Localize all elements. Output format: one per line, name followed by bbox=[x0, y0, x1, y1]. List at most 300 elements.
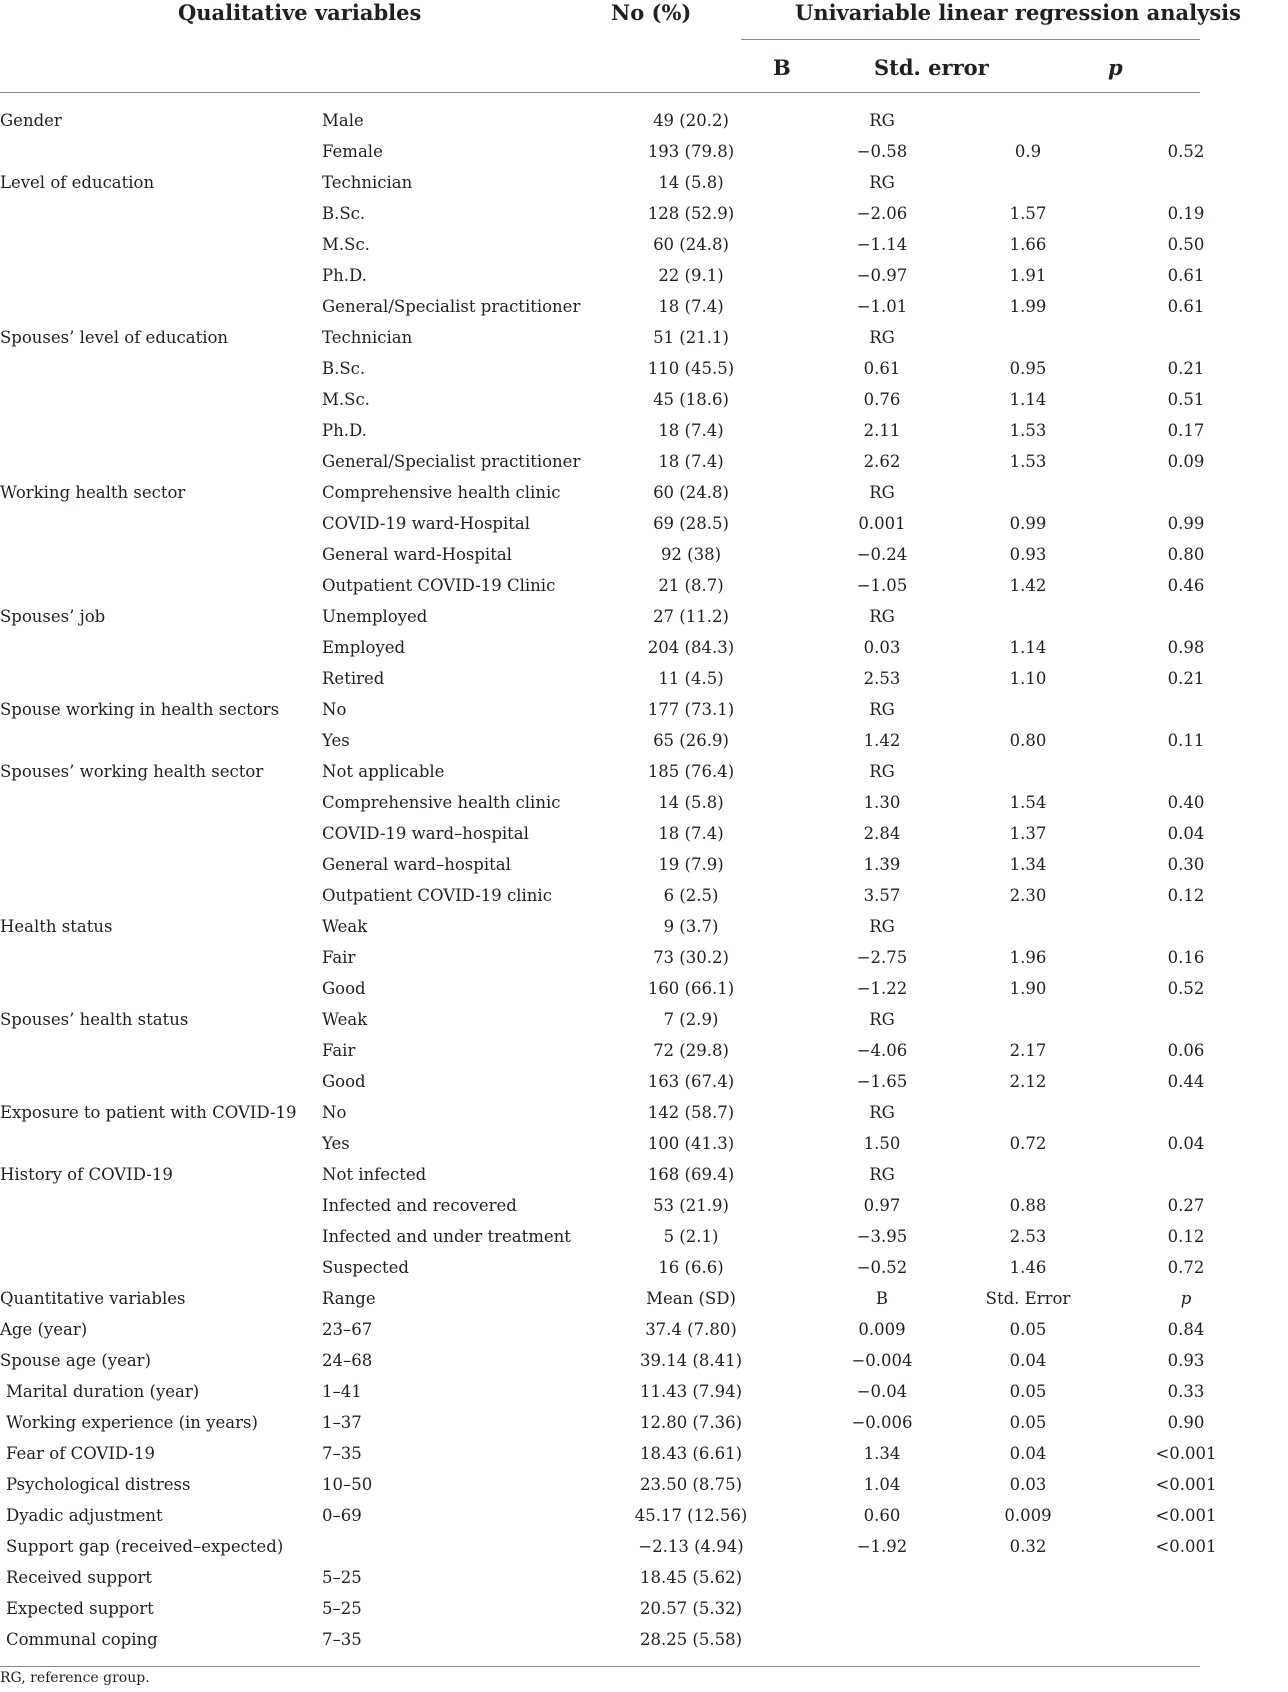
variable-cell: Level of education bbox=[0, 173, 155, 192]
p-cell: 0.61 bbox=[1167, 297, 1205, 316]
count-cell: 9 (3.7) bbox=[663, 917, 719, 936]
std-error-cell: 1.34 bbox=[1009, 855, 1047, 874]
category-cell: B.Sc. bbox=[322, 359, 366, 378]
count-cell: 18 (7.4) bbox=[658, 297, 724, 316]
table-row bbox=[0, 756, 1288, 787]
quant-header-category-cell: Range bbox=[322, 1289, 376, 1308]
b-cell: 0.60 bbox=[863, 1506, 901, 1525]
table-row bbox=[0, 1097, 1288, 1128]
std-error-cell bbox=[972, 1097, 1084, 1128]
category-cell: Technician bbox=[322, 173, 413, 192]
count-cell: 128 (52.9) bbox=[647, 204, 735, 223]
variable-cell: Spouses’ working health sector bbox=[0, 762, 264, 781]
std-error-cell bbox=[972, 1593, 1084, 1624]
count-cell: 49 (20.2) bbox=[653, 111, 729, 130]
variable-cell: Spouse working in health sectors bbox=[0, 700, 280, 719]
count-cell: 14 (5.8) bbox=[658, 173, 724, 192]
count-cell: 160 (66.1) bbox=[647, 979, 735, 998]
variable-cell bbox=[0, 1221, 322, 1252]
table-row bbox=[0, 539, 1288, 570]
variable-cell: Marital duration (year) bbox=[6, 1382, 200, 1401]
variable-cell: Expected support bbox=[6, 1599, 154, 1618]
category-cell: No bbox=[322, 700, 347, 719]
std-error-cell: 0.05 bbox=[1009, 1320, 1047, 1339]
p-cell: 0.52 bbox=[1167, 979, 1205, 998]
table-row bbox=[0, 1500, 1288, 1531]
b-cell: RG bbox=[869, 762, 895, 781]
std-error-cell: 1.66 bbox=[1009, 235, 1047, 254]
std-error-cell: 0.80 bbox=[1009, 731, 1047, 750]
b-cell: 1.39 bbox=[863, 855, 901, 874]
b-cell: RG bbox=[869, 1165, 895, 1184]
variable-cell bbox=[0, 1035, 322, 1066]
p-cell: <0.001 bbox=[1155, 1537, 1217, 1556]
std-error-cell: 1.14 bbox=[1009, 638, 1047, 657]
quant-header-b-cell: B bbox=[875, 1289, 889, 1308]
b-cell: 1.42 bbox=[863, 731, 901, 750]
variable-cell bbox=[0, 880, 322, 911]
table-row bbox=[0, 105, 1288, 136]
std-error-cell: 1.53 bbox=[1009, 421, 1047, 440]
p-cell: 0.04 bbox=[1167, 1134, 1205, 1153]
category-cell: 7–35 bbox=[322, 1630, 362, 1649]
std-error-cell: 1.99 bbox=[1009, 297, 1047, 316]
std-error-cell: 0.009 bbox=[1004, 1506, 1052, 1525]
category-cell: Infected and recovered bbox=[322, 1196, 517, 1215]
table-row bbox=[0, 1345, 1288, 1376]
p-cell: 0.30 bbox=[1167, 855, 1205, 874]
table-row bbox=[0, 1438, 1288, 1469]
variable-cell bbox=[0, 973, 322, 1004]
std-error-cell bbox=[972, 167, 1084, 198]
b-cell: 1.50 bbox=[863, 1134, 901, 1153]
category-cell: General/Specialist practitioner bbox=[322, 297, 581, 316]
p-cell: <0.001 bbox=[1155, 1475, 1217, 1494]
b-cell: RG bbox=[869, 700, 895, 719]
table-row bbox=[0, 167, 1288, 198]
table-row bbox=[0, 787, 1288, 818]
p-cell: 0.50 bbox=[1167, 235, 1205, 254]
table-row bbox=[0, 1531, 1288, 1562]
variable-cell: Psychological distress bbox=[6, 1475, 191, 1494]
category-cell: Ph.D. bbox=[322, 266, 367, 285]
count-cell: 22 (9.1) bbox=[658, 266, 724, 285]
header-no-pct: No (%) bbox=[611, 0, 692, 25]
b-cell: −2.06 bbox=[856, 204, 908, 223]
variable-cell bbox=[0, 1128, 322, 1159]
count-cell: 19 (7.9) bbox=[658, 855, 724, 874]
std-error-cell bbox=[972, 911, 1084, 942]
p-cell: 0.93 bbox=[1167, 1351, 1205, 1370]
table-row bbox=[0, 1128, 1288, 1159]
variable-cell: Exposure to patient with COVID-19 bbox=[0, 1103, 297, 1122]
category-cell: 24–68 bbox=[322, 1351, 373, 1370]
count-cell: 6 (2.5) bbox=[663, 886, 719, 905]
b-cell: 2.84 bbox=[863, 824, 901, 843]
b-cell: −0.58 bbox=[856, 142, 908, 161]
b-cell: 2.11 bbox=[863, 421, 901, 440]
b-cell: 0.76 bbox=[863, 390, 901, 409]
header-rule bbox=[0, 92, 1200, 93]
std-error-cell: 0.99 bbox=[1009, 514, 1047, 533]
variable-cell: Spouses’ level of education bbox=[0, 328, 229, 347]
category-cell: Outpatient COVID-19 clinic bbox=[322, 886, 552, 905]
category-cell: Suspected bbox=[322, 1258, 409, 1277]
header-partial-rule bbox=[741, 39, 1200, 40]
table-row bbox=[0, 663, 1288, 694]
quant-header-p-cell: p bbox=[1180, 1289, 1192, 1308]
header-b: B bbox=[773, 55, 791, 80]
b-cell: −1.01 bbox=[856, 297, 908, 316]
variable-cell bbox=[0, 849, 322, 880]
category-cell: B.Sc. bbox=[322, 204, 366, 223]
count-cell: 45.17 (12.56) bbox=[634, 1506, 748, 1525]
table-row bbox=[0, 911, 1288, 942]
b-cell: 0.03 bbox=[863, 638, 901, 657]
category-cell: 5–25 bbox=[322, 1568, 362, 1587]
count-cell: 110 (45.5) bbox=[647, 359, 735, 378]
std-error-cell bbox=[972, 105, 1084, 136]
variable-cell bbox=[0, 353, 322, 384]
category-cell: General ward-Hospital bbox=[322, 545, 512, 564]
p-cell: 0.12 bbox=[1167, 1227, 1205, 1246]
variable-cell bbox=[0, 539, 322, 570]
p-cell: 0.46 bbox=[1167, 576, 1205, 595]
count-cell: 193 (79.8) bbox=[647, 142, 735, 161]
category-cell: Fair bbox=[322, 948, 356, 967]
p-cell: 0.11 bbox=[1167, 731, 1205, 750]
category-cell: 5–25 bbox=[322, 1599, 362, 1618]
category-cell: Fair bbox=[322, 1041, 356, 1060]
category-cell: 1–37 bbox=[322, 1413, 362, 1432]
variable-cell: Working health sector bbox=[0, 483, 186, 502]
std-error-cell: 0.05 bbox=[1009, 1382, 1047, 1401]
table-row bbox=[0, 260, 1288, 291]
table-row bbox=[0, 880, 1288, 911]
p-cell bbox=[1084, 911, 1288, 942]
count-cell: 11 (4.5) bbox=[658, 669, 724, 688]
variable-cell: Spouse age (year) bbox=[0, 1351, 151, 1370]
variable-cell bbox=[0, 508, 322, 539]
variable-cell: History of COVID-19 bbox=[0, 1165, 173, 1184]
category-cell: 10–50 bbox=[322, 1475, 373, 1494]
category-cell: 7–35 bbox=[322, 1444, 362, 1463]
b-cell: −1.65 bbox=[856, 1072, 908, 1091]
category-cell: Yes bbox=[322, 731, 350, 750]
category-cell: Good bbox=[322, 979, 366, 998]
p-cell: 0.06 bbox=[1167, 1041, 1205, 1060]
count-cell: 37.4 (7.80) bbox=[645, 1320, 737, 1339]
p-cell: 0.84 bbox=[1167, 1320, 1205, 1339]
std-error-cell: 1.54 bbox=[1009, 793, 1047, 812]
count-cell: 92 (38) bbox=[660, 545, 722, 564]
b-cell: RG bbox=[869, 607, 895, 626]
b-cell: 2.53 bbox=[863, 669, 901, 688]
p-cell: 0.51 bbox=[1167, 390, 1205, 409]
table-row bbox=[0, 136, 1288, 167]
p-cell: <0.001 bbox=[1155, 1444, 1217, 1463]
category-cell: Female bbox=[322, 142, 383, 161]
footnote: RG, reference group. bbox=[0, 1670, 150, 1686]
count-cell: 185 (76.4) bbox=[647, 762, 735, 781]
variable-cell bbox=[0, 446, 322, 477]
header-std-error: Std. error bbox=[874, 55, 989, 80]
b-cell: RG bbox=[869, 1010, 895, 1029]
category-cell: 0–69 bbox=[322, 1506, 362, 1525]
category-cell: Weak bbox=[322, 1010, 368, 1029]
count-cell: 18 (7.4) bbox=[658, 452, 724, 471]
variable-cell bbox=[0, 1252, 322, 1283]
b-cell: 1.04 bbox=[863, 1475, 901, 1494]
variable-cell bbox=[0, 1066, 322, 1097]
category-cell: Comprehensive health clinic bbox=[322, 483, 561, 502]
quant-header-count-cell: Mean (SD) bbox=[646, 1289, 736, 1308]
header-qualitative-variables: Qualitative variables bbox=[178, 0, 422, 25]
variable-cell bbox=[0, 570, 322, 601]
category-cell: Not infected bbox=[322, 1165, 427, 1184]
count-cell: 72 (29.8) bbox=[653, 1041, 729, 1060]
data-table bbox=[0, 105, 1288, 1655]
category-cell: No bbox=[322, 1103, 347, 1122]
count-cell: 7 (2.9) bbox=[663, 1010, 719, 1029]
p-cell: 0.27 bbox=[1167, 1196, 1205, 1215]
p-cell: 0.72 bbox=[1167, 1258, 1205, 1277]
variable-cell bbox=[0, 787, 322, 818]
table-row bbox=[0, 1469, 1288, 1500]
b-cell: 0.009 bbox=[858, 1320, 906, 1339]
std-error-cell bbox=[972, 601, 1084, 632]
table-row bbox=[0, 694, 1288, 725]
std-error-cell: 0.95 bbox=[1009, 359, 1047, 378]
p-cell bbox=[1084, 167, 1288, 198]
p-cell bbox=[1084, 1159, 1288, 1190]
table-row bbox=[0, 384, 1288, 415]
std-error-cell: 0.05 bbox=[1009, 1413, 1047, 1432]
p-cell bbox=[1084, 1624, 1288, 1655]
count-cell: 45 (18.6) bbox=[653, 390, 729, 409]
table-row bbox=[0, 1376, 1288, 1407]
std-error-cell bbox=[972, 694, 1084, 725]
category-cell: COVID-19 ward–hospital bbox=[322, 824, 529, 843]
p-cell: 0.99 bbox=[1167, 514, 1205, 533]
b-cell bbox=[792, 1624, 972, 1655]
variable-cell: Spouses’ job bbox=[0, 607, 106, 626]
count-cell: 28.25 (5.58) bbox=[639, 1630, 743, 1649]
std-error-cell bbox=[972, 322, 1084, 353]
table-row bbox=[0, 1066, 1288, 1097]
variable-cell bbox=[0, 384, 322, 415]
std-error-cell: 1.42 bbox=[1009, 576, 1047, 595]
table-row bbox=[0, 508, 1288, 539]
std-error-cell: 2.12 bbox=[1009, 1072, 1047, 1091]
category-cell: Infected and under treatment bbox=[322, 1227, 571, 1246]
variable-cell bbox=[0, 818, 322, 849]
std-error-cell bbox=[972, 1562, 1084, 1593]
p-cell bbox=[1084, 1593, 1288, 1624]
count-cell: 53 (21.9) bbox=[653, 1196, 729, 1215]
b-cell: −1.05 bbox=[856, 576, 908, 595]
variable-cell bbox=[0, 942, 322, 973]
count-cell: 11.43 (7.94) bbox=[639, 1382, 743, 1401]
category-cell: Good bbox=[322, 1072, 366, 1091]
std-error-cell bbox=[972, 756, 1084, 787]
quant-header-variable-cell: Quantitative variables bbox=[0, 1289, 186, 1308]
b-cell: −1.92 bbox=[856, 1537, 908, 1556]
variable-cell: Communal coping bbox=[6, 1630, 158, 1649]
b-cell: 2.62 bbox=[863, 452, 901, 471]
variable-cell: Received support bbox=[6, 1568, 153, 1587]
p-cell bbox=[1084, 1097, 1288, 1128]
std-error-cell: 1.37 bbox=[1009, 824, 1047, 843]
category-cell: Not applicable bbox=[322, 762, 445, 781]
p-cell: 0.19 bbox=[1167, 204, 1205, 223]
p-cell: 0.80 bbox=[1167, 545, 1205, 564]
category-cell: Employed bbox=[322, 638, 406, 657]
variable-cell bbox=[0, 415, 322, 446]
count-cell: 100 (41.3) bbox=[647, 1134, 735, 1153]
count-cell: 142 (58.7) bbox=[647, 1103, 735, 1122]
variable-cell bbox=[0, 229, 322, 260]
b-cell: −0.006 bbox=[851, 1413, 913, 1432]
table-row bbox=[0, 849, 1288, 880]
table-row bbox=[0, 1407, 1288, 1438]
std-error-cell: 0.88 bbox=[1009, 1196, 1047, 1215]
quant-header-std-error-cell: Std. Error bbox=[985, 1289, 1071, 1308]
table-row bbox=[0, 1035, 1288, 1066]
variable-cell bbox=[0, 725, 322, 756]
b-cell: 0.97 bbox=[863, 1196, 901, 1215]
header-regression-title: Univariable linear regression analysis bbox=[795, 0, 1241, 25]
table-row bbox=[0, 942, 1288, 973]
count-cell: 168 (69.4) bbox=[647, 1165, 735, 1184]
std-error-cell: 1.53 bbox=[1009, 452, 1047, 471]
b-cell: −1.22 bbox=[856, 979, 908, 998]
b-cell: 1.30 bbox=[863, 793, 901, 812]
std-error-cell: 1.96 bbox=[1009, 948, 1047, 967]
count-cell: 21 (8.7) bbox=[658, 576, 724, 595]
count-cell: 60 (24.8) bbox=[653, 483, 729, 502]
count-cell: 60 (24.8) bbox=[653, 235, 729, 254]
p-cell bbox=[1084, 1004, 1288, 1035]
category-cell: Technician bbox=[322, 328, 413, 347]
table-row bbox=[0, 632, 1288, 663]
category-cell: M.Sc. bbox=[322, 235, 370, 254]
table-row bbox=[0, 601, 1288, 632]
p-cell: 0.98 bbox=[1167, 638, 1205, 657]
table-row bbox=[0, 818, 1288, 849]
count-cell: 18 (7.4) bbox=[658, 421, 724, 440]
table-row bbox=[0, 1159, 1288, 1190]
p-cell: 0.21 bbox=[1167, 359, 1205, 378]
std-error-cell: 1.90 bbox=[1009, 979, 1047, 998]
p-cell: 0.17 bbox=[1167, 421, 1205, 440]
count-cell: 177 (73.1) bbox=[647, 700, 735, 719]
table-row bbox=[0, 322, 1288, 353]
p-cell: 0.44 bbox=[1167, 1072, 1205, 1091]
count-cell: 18.43 (6.61) bbox=[639, 1444, 743, 1463]
p-cell: 0.40 bbox=[1167, 793, 1205, 812]
p-cell bbox=[1084, 756, 1288, 787]
table-row bbox=[0, 353, 1288, 384]
category-cell: Comprehensive health clinic bbox=[322, 793, 561, 812]
std-error-cell: 2.53 bbox=[1009, 1227, 1047, 1246]
p-cell bbox=[1084, 601, 1288, 632]
count-cell: 23.50 (8.75) bbox=[639, 1475, 743, 1494]
b-cell: −0.97 bbox=[856, 266, 908, 285]
std-error-cell: 0.32 bbox=[1009, 1537, 1047, 1556]
b-cell: RG bbox=[869, 173, 895, 192]
p-cell: 0.90 bbox=[1167, 1413, 1205, 1432]
category-cell bbox=[322, 1531, 590, 1562]
b-cell: 3.57 bbox=[863, 886, 901, 905]
category-cell: Male bbox=[322, 111, 364, 130]
std-error-cell: 1.57 bbox=[1009, 204, 1047, 223]
bottom-rule bbox=[0, 1666, 1200, 1667]
b-cell: RG bbox=[869, 917, 895, 936]
std-error-cell: 1.10 bbox=[1009, 669, 1047, 688]
table-row bbox=[0, 291, 1288, 322]
variable-cell bbox=[0, 260, 322, 291]
category-cell: Ph.D. bbox=[322, 421, 367, 440]
category-cell: 23–67 bbox=[322, 1320, 373, 1339]
b-cell bbox=[792, 1593, 972, 1624]
p-cell: 0.04 bbox=[1167, 824, 1205, 843]
table-row bbox=[0, 1190, 1288, 1221]
count-cell: 163 (67.4) bbox=[647, 1072, 735, 1091]
table-row bbox=[0, 725, 1288, 756]
table-row bbox=[0, 1252, 1288, 1283]
variable-cell: Dyadic adjustment bbox=[6, 1506, 163, 1525]
category-cell: Retired bbox=[322, 669, 385, 688]
category-cell: M.Sc. bbox=[322, 390, 370, 409]
variable-cell: Fear of COVID-19 bbox=[6, 1444, 155, 1463]
b-cell: 1.34 bbox=[863, 1444, 901, 1463]
p-cell: 0.09 bbox=[1167, 452, 1205, 471]
std-error-cell: 2.30 bbox=[1009, 886, 1047, 905]
count-cell: 27 (11.2) bbox=[653, 607, 729, 626]
category-cell: Weak bbox=[322, 917, 368, 936]
b-cell: −4.06 bbox=[856, 1041, 908, 1060]
b-cell: RG bbox=[869, 111, 895, 130]
p-cell: 0.16 bbox=[1167, 948, 1205, 967]
std-error-cell: 0.03 bbox=[1009, 1475, 1047, 1494]
std-error-cell bbox=[972, 1159, 1084, 1190]
p-cell bbox=[1084, 694, 1288, 725]
count-cell: 51 (21.1) bbox=[653, 328, 729, 347]
p-cell bbox=[1084, 1562, 1288, 1593]
variable-cell: Age (year) bbox=[0, 1320, 88, 1339]
variable-cell bbox=[0, 1190, 322, 1221]
category-cell: Unemployed bbox=[322, 607, 428, 626]
variable-cell bbox=[0, 291, 322, 322]
p-cell: <0.001 bbox=[1155, 1506, 1217, 1525]
std-error-cell: 0.93 bbox=[1009, 545, 1047, 564]
table-row bbox=[0, 229, 1288, 260]
count-cell: 14 (5.8) bbox=[658, 793, 724, 812]
count-cell: 12.80 (7.36) bbox=[639, 1413, 743, 1432]
table-row bbox=[0, 446, 1288, 477]
count-cell: 20.57 (5.32) bbox=[639, 1599, 743, 1618]
b-cell: 0.61 bbox=[863, 359, 901, 378]
variable-cell: Support gap (received–expected) bbox=[6, 1537, 284, 1556]
std-error-cell: 0.9 bbox=[1014, 142, 1042, 161]
count-cell: −2.13 (4.94) bbox=[638, 1537, 744, 1556]
variable-cell bbox=[0, 663, 322, 694]
category-cell: Yes bbox=[322, 1134, 350, 1153]
count-cell: 73 (30.2) bbox=[653, 948, 729, 967]
count-cell: 18.45 (5.62) bbox=[639, 1568, 743, 1587]
count-cell: 204 (84.3) bbox=[647, 638, 735, 657]
